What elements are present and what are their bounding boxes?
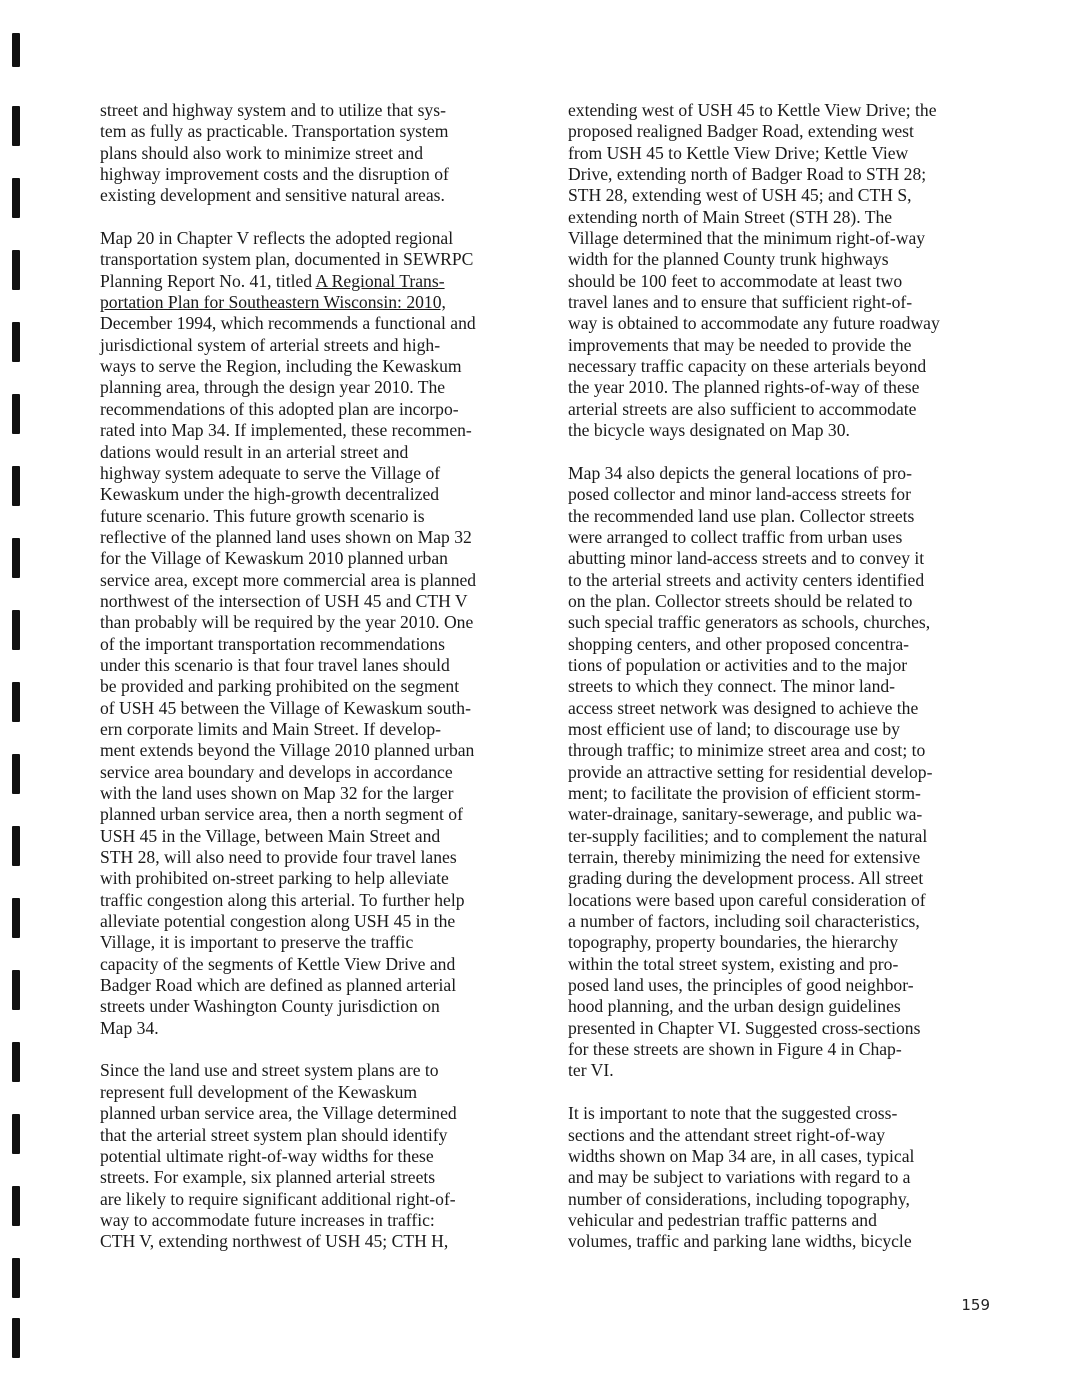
binding-hole: [12, 466, 20, 506]
binding-hole: [12, 1042, 20, 1082]
paragraph-text: December 1994, which recommends a functional and jurisdictional system of arterial streets and high- ways to serve the Region, including the Kewaskum planning area, through the design year 2010. The recommendations of this adopted plan are incorpo- rated into Map 34. If implemented, these recommen- dations would result in an arterial street and highway system adequate to serve the Village of Kewaskum under the high-growth decentralized future scenario. This future growth scenario is reflective of the planned land uses shown on Map 32 for the Village of Kewaskum 2010 planned urban service area, except more commercial area is planned northwest of the intersection of USH 45 and CTH V than probably will be required by the year 2010. One of the important transportation recommendations under this scenario is that four travel lanes should be provided and parking prohibited on the segment of USH 45 between the Village of Kewaskum south- ern corporate limits and Main Street. If develop- ment extends beyond the Village 2010 planned urban service area boundary and develops in accordance with the land uses shown on Map 32 for the larger planned urban service area, then a north segment of USH 45 in the Village, between Main Street and STH 28, will also need to provide four travel lanes with prohibited on-street parking to help alleviate traffic congestion along this arterial. To further help alleviate potential congestion along USH 45 in the Village, it is important to preserve the traffic capacity of the segments of Kettle View Drive and Badger Road which are defined as planned arterial streets under Washington County jurisdiction on Map 34.: [100, 313, 477, 1038]
left-column: [100, 100, 526, 1253]
paragraph: street and highway system and to utilize that sys- tem as fully as practicable. Transportation system plans should also work to minimize street and highway improvement costs and the disruption of existing development and sensitive natural areas.: [100, 100, 449, 206]
binding-hole: [12, 1318, 20, 1358]
binding-hole: [12, 394, 20, 434]
binding-hole: [12, 898, 20, 938]
right-column: [568, 100, 994, 1253]
paragraph: Map 34 also depicts the general locations of pro- posed collector and minor land-access streets for the recommended land use plan. Collector streets were arranged to collect traffic from urban uses abutting minor land-access streets and to convey it to the arterial streets and activity centers identified on the plan. Collector streets should be related to such special traffic generators as schools, churches, shopping centers, and other proposed concentra- tions of population or activities and to the major streets to which they connect. The minor land- access street network was designed to achieve the most efficient use of land; to discourage use by through traffic; to minimize street area and cost; to provide an attractive setting for residential develop- ment; to facilitate the provision of efficient storm- water-drainage, sanitary-sewerage, and public wa- ter-supply facilities; and to complement the natural terrain, thereby minimizing the need for extensive grading during the development process. All street locations were based upon careful consideration of a number of factors, including soil characteristics, topography, property boundaries, the hierarchy within the total street system, existing and pro- posed land uses, the principles of good neighbor- hood planning, and the urban design guidelines presented in Chapter VI. Suggested cross-sections for these streets are shown in Figure 4 in Chap- ter VI.: [568, 462, 933, 1081]
paragraph: [100, 228, 526, 1039]
paragraph: It is important to note that the suggested cross- sections and the attendant street right-of-way widths shown on Map 34 are, in all cases, typical and may be subject to variations with regard to a number of considerations, including topography, vehicular and pedestrian traffic patterns and volumes, traffic and parking lane widths, bicycle: [568, 1103, 915, 1252]
binding-hole: [12, 33, 20, 67]
binding-hole: [12, 610, 20, 650]
binding-hole: [12, 1114, 20, 1154]
binding-hole: [12, 250, 20, 290]
report-title: A Regional Trans- portation Plan for Southeastern Wisconsin: 2010,: [100, 270, 446, 313]
binding-hole: [12, 970, 20, 1010]
binding-hole: [12, 1186, 20, 1226]
binding-holes: [12, 0, 26, 1380]
binding-hole: [12, 682, 20, 722]
binding-hole: [12, 538, 20, 578]
paragraph: Since the land use and street system plans are to represent full development of the Kewaskum planned urban service area, the Village determined that the arterial street system plan should identify potential ultimate right-of-way widths for these streets. For example, six planned arterial streets are likely to require significant additional right-of- way to accommodate future increases in traffic: CTH V, extending northwest of USH 45; CTH H,: [100, 1060, 457, 1252]
page-number: 159: [961, 1296, 990, 1314]
paragraph-text: Map 20 in Chapter V reflects the adopted regional transportation system plan, documented in SEWRPC Planning Report No. 41, titled: [100, 228, 474, 291]
paragraph: extending west of USH 45 to Kettle View Drive; the proposed realigned Badger Road, extending west from USH 45 to Kettle View Drive; Kettle View Drive, extending north of Badger Road to STH 28; STH 28, extending west of USH 45; and CTH S, extending north of Main Street (STH 28). The Village determined that the minimum right-of-way width for the planned County trunk highways should be 100 feet to accommodate at least two travel lanes and to ensure that sufficient right-of- way is obtained to accommodate any future roadway improvements that may be needed to provide the necessary traffic capacity on these arterials beyond the year 2010. The planned rights-of-way of these arterial streets are also sufficient to accommodate the bicycle ways designated on Map 30.: [568, 100, 940, 441]
binding-hole: [12, 322, 20, 362]
binding-hole: [12, 826, 20, 866]
binding-hole: [12, 754, 20, 794]
binding-hole: [12, 178, 20, 218]
binding-hole: [12, 1258, 20, 1298]
binding-hole: [12, 106, 20, 146]
